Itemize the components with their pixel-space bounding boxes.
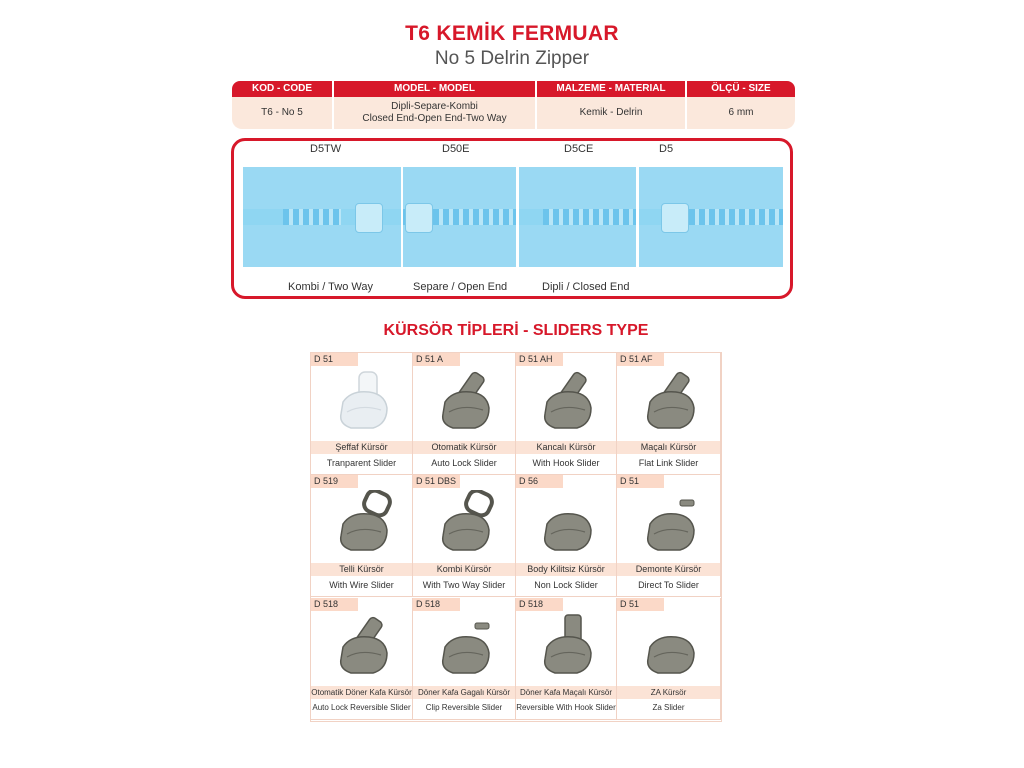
slider-name-en: Tranparent Slider — [326, 458, 397, 468]
slider-code: D 51 — [617, 598, 664, 611]
transparent-slider-icon — [311, 367, 412, 439]
spec-header-code: KOD - CODE — [232, 81, 332, 97]
slider-name-en: Auto Lock Slider — [431, 458, 497, 468]
slider-name-en: Reversible With Hook Slider — [516, 703, 616, 712]
slider-name-tr: Maçalı Kürsör — [617, 441, 720, 454]
slider-name-tr: Demonte Kürsör — [617, 563, 720, 576]
slider-card — [413, 353, 516, 475]
zipper-code-d5: D5 — [659, 143, 674, 155]
non-lock-slider-icon — [516, 489, 616, 561]
spec-header-size: ÖLÇÜ - SIZE — [687, 81, 795, 97]
slider-code: D 519 — [311, 475, 358, 488]
zipper-code-open-end: D50E — [442, 143, 470, 155]
zipper-open-end-image — [403, 167, 516, 267]
slider-name-en: With Two Way Slider — [422, 580, 506, 590]
slider-card — [311, 353, 413, 475]
slider-name-tr: Döner Kafa Maçalı Kürsör — [516, 686, 616, 699]
za-slider-icon — [617, 612, 720, 684]
slider-code: D 51 DBS — [413, 475, 460, 488]
slider-card — [617, 475, 721, 597]
slider-name-tr: Otomatik Kürsör — [413, 441, 515, 454]
slider-name-en: With Wire Slider — [329, 580, 394, 590]
slider-name-en: With Hook Slider — [532, 458, 600, 468]
slider-code: D 51 — [311, 353, 358, 366]
slider-name-tr: Body Kilitsiz Kürsör — [516, 563, 616, 576]
spec-header-model: MODEL - MODEL — [334, 81, 535, 97]
reversible-hook-slider-icon — [516, 612, 616, 684]
slider-card — [617, 598, 721, 720]
spec-material-value: Kemik - Delrin — [537, 97, 685, 129]
slider-name-en: Flat Link Slider — [638, 458, 699, 468]
slider-card — [617, 353, 721, 475]
zipper-code-closed-end: D5CE — [564, 143, 594, 155]
slider-card — [311, 598, 413, 720]
slider-name-en: Direct To Slider — [638, 580, 699, 590]
spec-table — [232, 81, 795, 129]
slider-name-en: Clip Reversible Slider — [425, 703, 503, 712]
slider-name-tr: Kombi Kürsör — [413, 563, 515, 576]
slider-code: D 518 — [413, 598, 460, 611]
zipper-code-two-way: D5TW — [310, 143, 342, 155]
slider-card — [516, 353, 617, 475]
slider-code: D 51 AH — [516, 353, 563, 366]
page-title: T6 KEMİK FERMUAR — [405, 22, 619, 45]
spec-model-line2: Closed End-Open End-Two Way — [362, 113, 507, 124]
slider-card — [516, 598, 617, 720]
spec-model-value — [334, 97, 535, 129]
slider-name-tr: ZA Kürsör — [617, 686, 720, 699]
zipper-closed-end-image — [519, 167, 636, 267]
zipper-two-way-image — [243, 167, 401, 267]
slider-code: D 51 AF — [617, 353, 664, 366]
page-subtitle: No 5 Delrin Zipper — [434, 48, 590, 69]
slider-name-en: Za Slider — [652, 703, 685, 712]
slider-code: D 51 — [617, 475, 664, 488]
slider-name-en: Non Lock Slider — [534, 580, 598, 590]
flat-link-slider-icon — [617, 367, 720, 439]
two-way-slider-icon — [413, 489, 515, 561]
slider-name-tr: Otomatik Döner Kafa Kürsör — [311, 688, 412, 697]
zipper-caption-closed-end: Dipli / Closed End — [542, 281, 630, 293]
spec-size-value: 6 mm — [687, 97, 795, 129]
slider-card — [516, 475, 617, 597]
slider-name-en: Auto Lock Reversible Slider — [312, 703, 411, 712]
slider-name-tr: Telli Kürsör — [311, 563, 412, 576]
auto-lock-slider-icon — [413, 367, 515, 439]
zipper-caption-two-way: Kombi / Two Way — [288, 281, 373, 293]
spec-header-material: MALZEME - MATERIAL — [537, 81, 685, 97]
slider-code: D 518 — [311, 598, 358, 611]
zipper-photo-panel — [231, 138, 793, 299]
slider-name-tr: Şeffaf Kürsör — [311, 441, 412, 454]
zipper-caption-open-end: Separe / Open End — [413, 281, 508, 293]
sliders-grid — [310, 352, 722, 722]
sliders-section-title: KÜRSÖR TİPLERİ - SLIDERS TYPE — [383, 322, 649, 339]
slider-name-tr: Kancalı Kürsör — [516, 441, 616, 454]
spec-model-line1: Dipli-Separe-Kombi — [391, 101, 478, 112]
spec-code-value: T6 - No 5 — [232, 97, 332, 129]
slider-name-tr: Döner Kafa Gagalı Kürsör — [413, 686, 515, 699]
slider-card — [413, 475, 516, 597]
slider-card — [413, 598, 516, 720]
direct-slider-icon — [617, 489, 720, 561]
slider-code: D 51 A — [413, 353, 460, 366]
wire-slider-icon — [311, 489, 412, 561]
zipper-d5-image — [639, 167, 783, 267]
hook-slider-icon — [516, 367, 616, 439]
clip-reversible-slider-icon — [413, 612, 515, 684]
auto-lock-reversible-slider-icon — [311, 612, 412, 684]
slider-card — [311, 475, 413, 597]
slider-code: D 56 — [516, 475, 563, 488]
slider-code: D 518 — [516, 598, 563, 611]
